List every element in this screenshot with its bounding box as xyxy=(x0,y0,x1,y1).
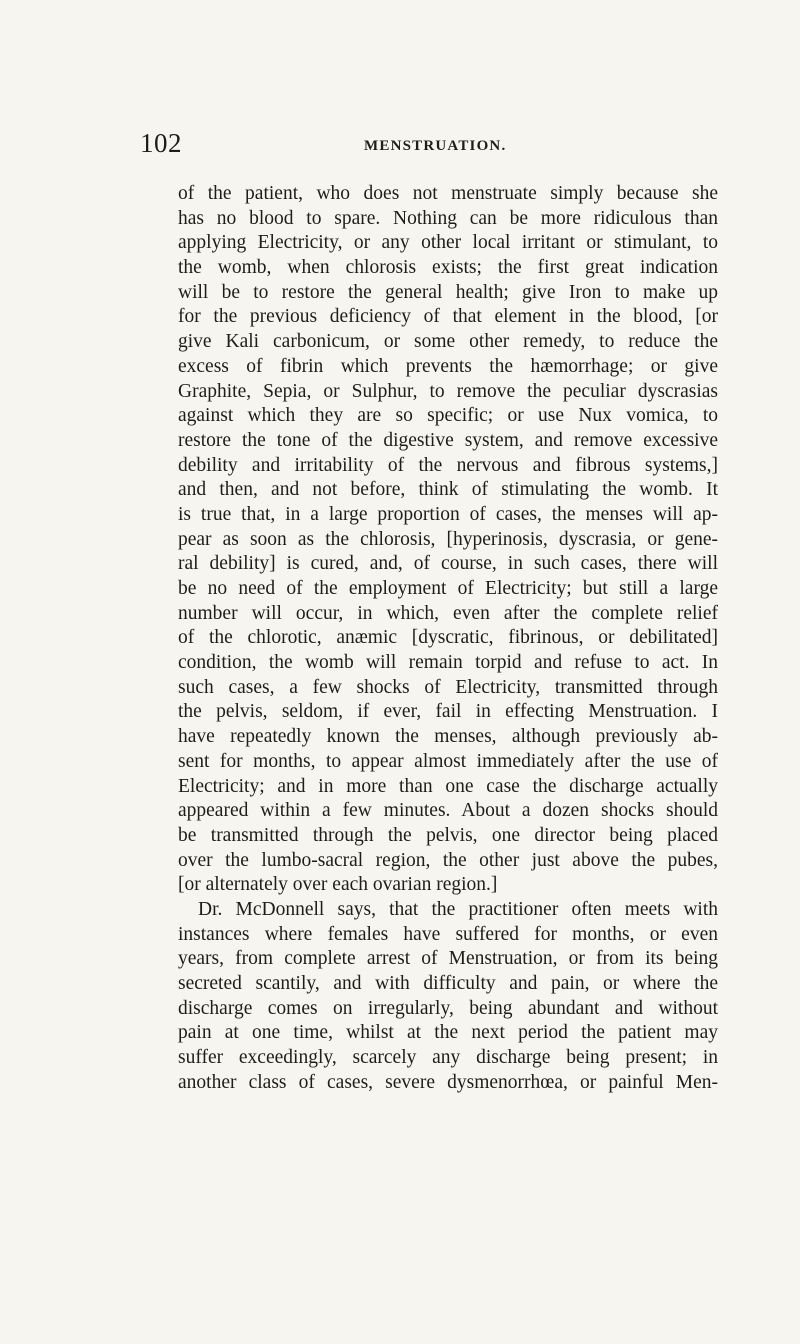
text-line: pain at one time, whilst at the next period the patient may xyxy=(178,1022,718,1044)
text-line: be no need of the employment of Electricity; but still a large xyxy=(178,578,718,599)
page-header xyxy=(140,128,720,168)
text-line: years, from complete arrest of Menstruation, or from its being xyxy=(178,948,718,970)
text-line-paragraph-end: [or alternately over each ovarian region.] xyxy=(178,874,498,896)
text-line: has no blood to spare. Nothing can be more ridiculous than xyxy=(178,207,718,229)
text-line: restore the tone of the digestive system, and remove excessive xyxy=(178,429,718,451)
text-line: for the previous deficiency of that element in the blood, [or xyxy=(178,306,718,328)
text-line: appeared within a few minutes. About a dozen shocks should xyxy=(178,800,718,822)
text-line: excess of fibrin which prevents the hæmorrhage; or give xyxy=(178,355,718,377)
text-line-paragraph-start: Dr. McDonnell says, that the practitioner often meets with xyxy=(198,898,718,920)
text-line: and then, and not before, think of stimulating the womb. It xyxy=(178,479,718,501)
text-line: against which they are so specific; or use Nux vomica, to xyxy=(178,405,718,427)
text-line: ral debility] is cured, and, of course, in such cases, there will xyxy=(178,553,718,575)
text-line: be transmitted through the pelvis, one director being placed xyxy=(178,824,718,846)
text-line: Graphite, Sepia, or Sulphur, to remove the peculiar dyscrasias xyxy=(178,380,718,402)
text-line: is true that, in a large proportion of cases, the menses will ap- xyxy=(178,503,718,525)
text-line: sent for months, to appear almost immediately after the use of xyxy=(178,750,718,772)
text-line: discharge comes on irregularly, being abundant and without xyxy=(178,997,718,1019)
text-line: pear as soon as the chlorosis, [hyperinosis, dyscrasia, or gene- xyxy=(178,528,718,550)
text-line: over the lumbo-sacral region, the other just above the pubes, xyxy=(178,849,718,871)
text-line: Electricity; and in more than one case the discharge actually xyxy=(178,775,718,797)
text-line: number will occur, in which, even after the complete relief xyxy=(178,602,718,624)
running-head: MENSTRUATION. xyxy=(364,138,507,154)
text-line: debility and irritability of the nervous and fibrous systems,] xyxy=(178,454,718,476)
text-line: have repeatedly known the menses, although previously ab- xyxy=(178,726,718,748)
text-line: of the chlorotic, anæmic [dyscratic, fibrinous, or debilitated] xyxy=(178,627,718,649)
text-line: applying Electricity, or any other local irritant or stimulant, to xyxy=(178,232,718,254)
text-line: the pelvis, seldom, if ever, fail in effecting Menstruation. I xyxy=(178,701,718,723)
text-line: give Kali carbonicum, or some other remedy, to reduce the xyxy=(178,331,718,353)
text-line: suffer exceedingly, scarcely any discharge being present; in xyxy=(178,1047,718,1069)
text-line: instances where females have suffered for months, or even xyxy=(178,923,718,945)
text-line: secreted scantily, and with difficulty and pain, or where the xyxy=(178,973,718,994)
text-line: condition, the womb will remain torpid and refuse to act. In xyxy=(178,652,718,674)
text-line: another class of cases, severe dysmenorrhœa, or painful Men- xyxy=(178,1071,718,1093)
body-text xyxy=(178,182,718,1095)
text-line: such cases, a few shocks of Electricity, transmitted through xyxy=(178,676,718,698)
text-line: of the patient, who does not menstruate simply because she xyxy=(178,183,718,204)
page-number: 102 xyxy=(140,128,182,158)
text-line: the womb, when chlorosis exists; the first great indication xyxy=(178,257,718,279)
text-line: will be to restore the general health; give Iron to make up xyxy=(178,281,718,303)
